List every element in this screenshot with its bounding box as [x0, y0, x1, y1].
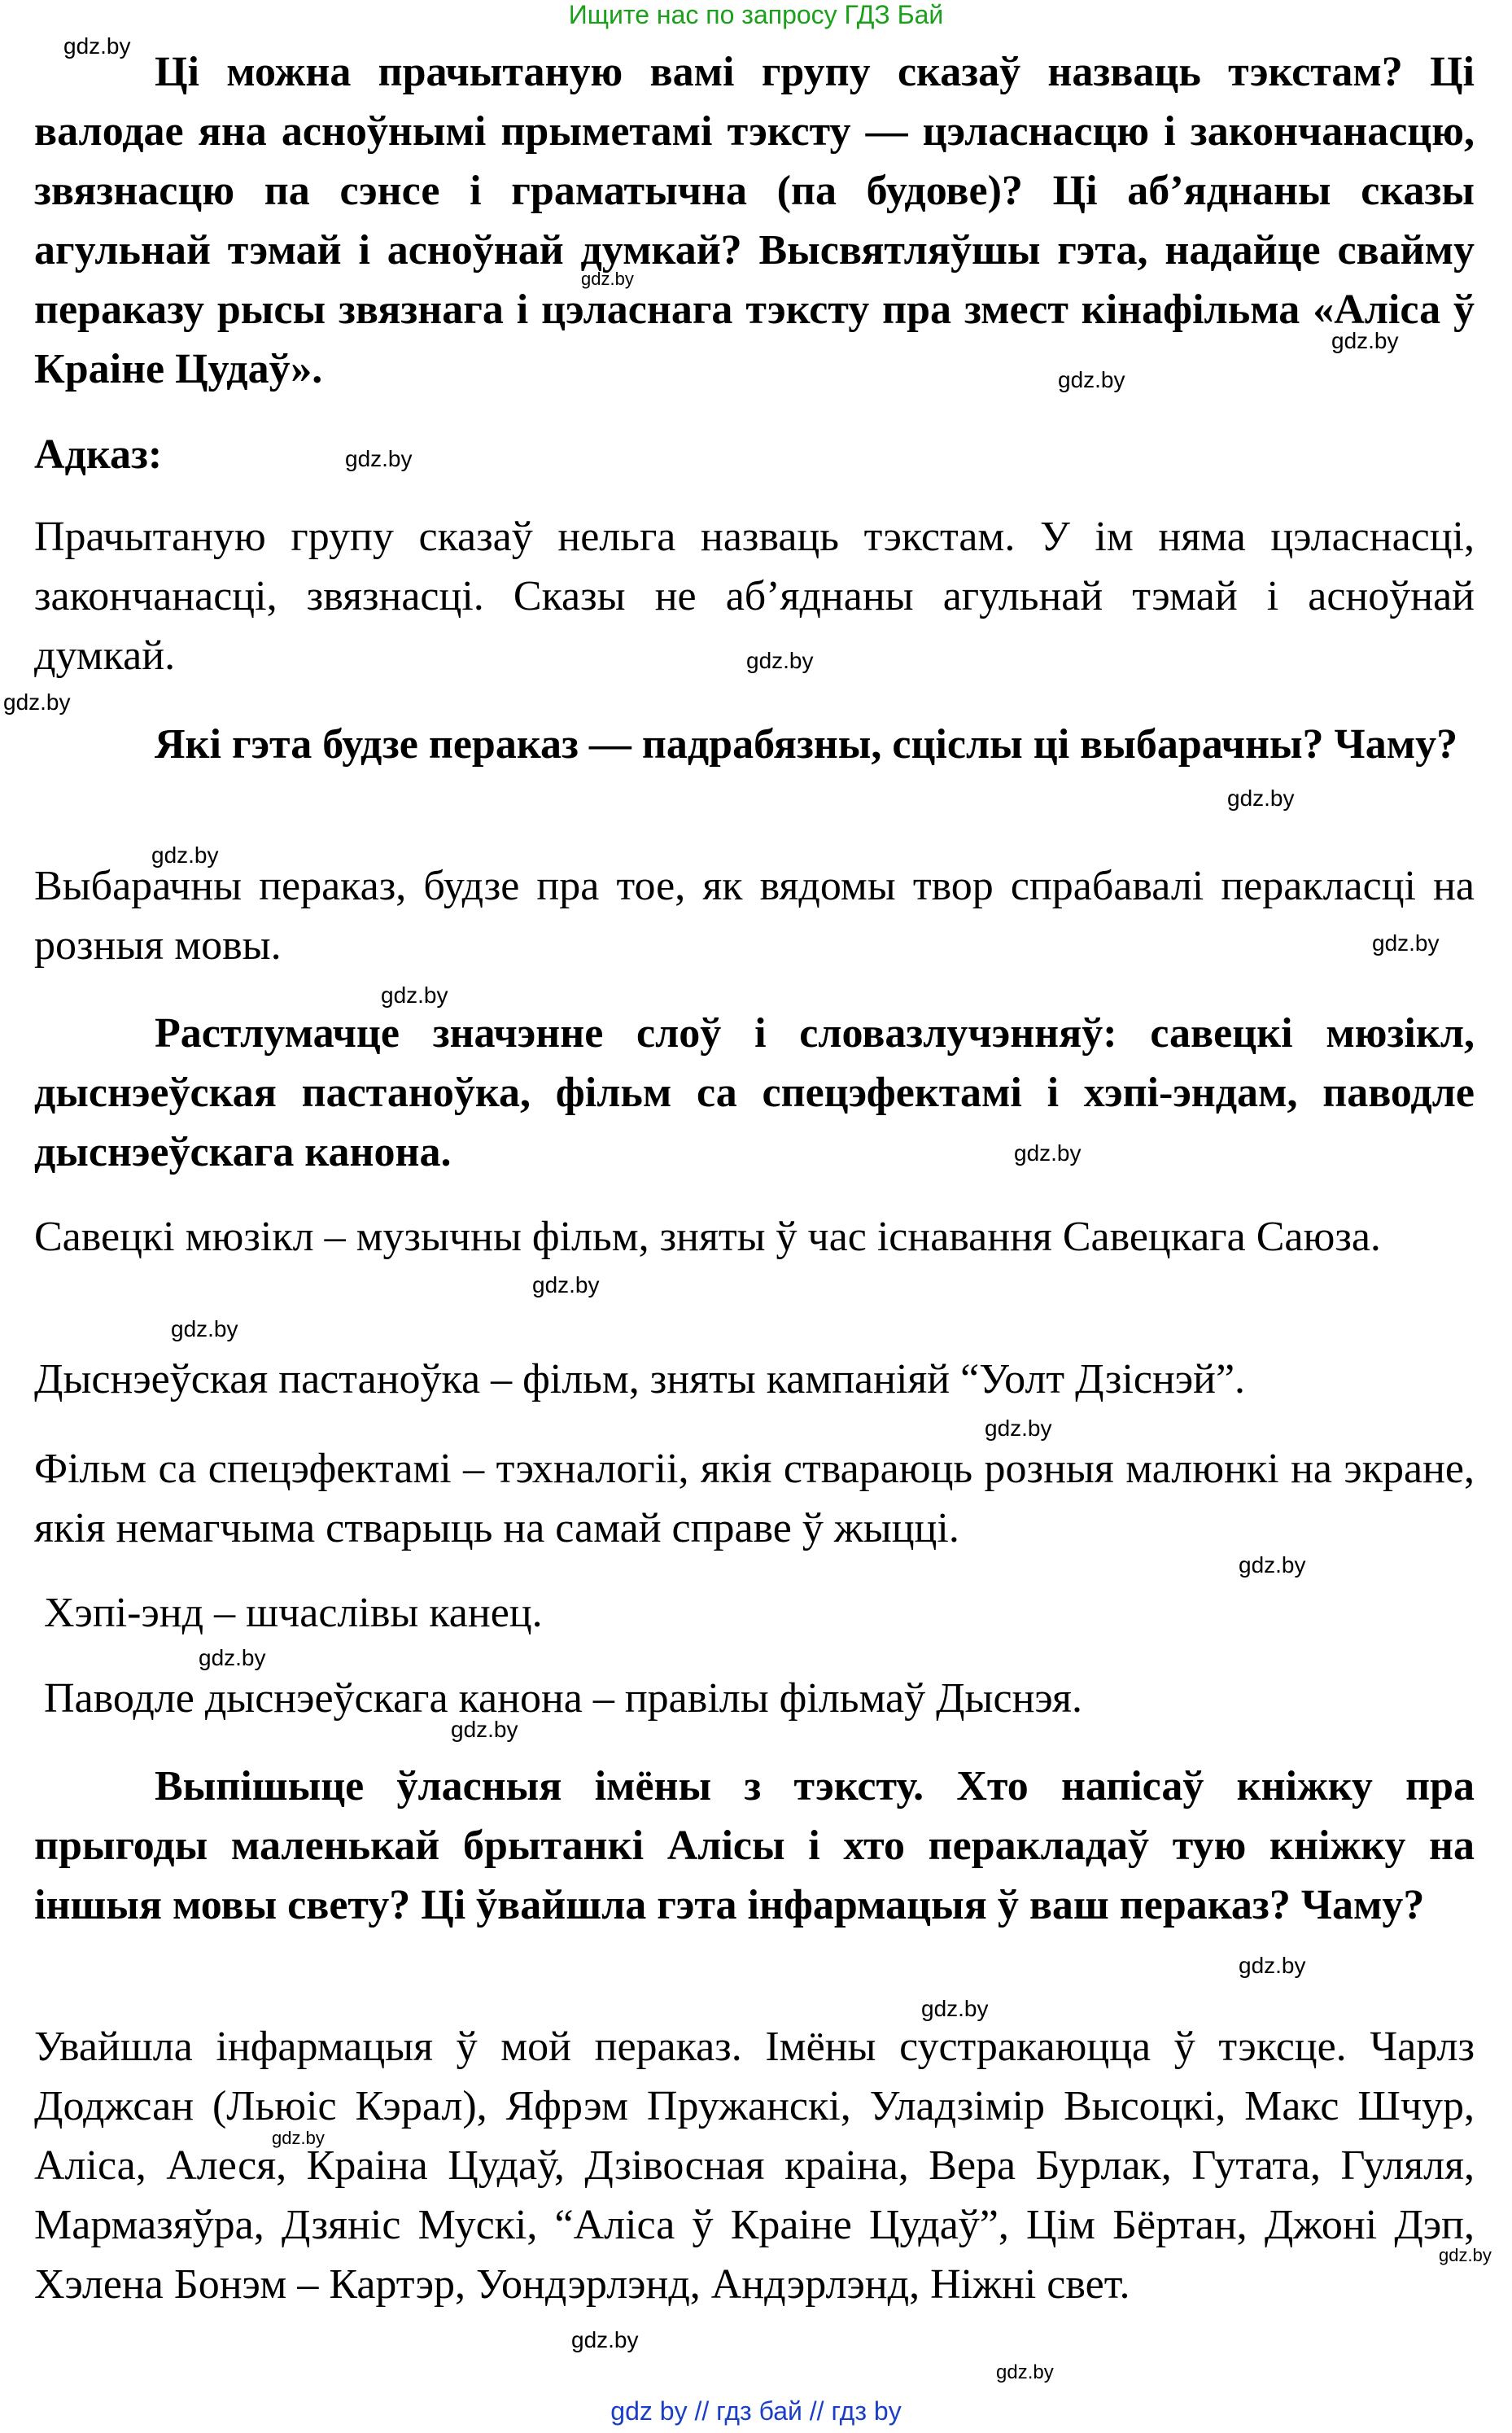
watermark: gdz.by: [1239, 1953, 1306, 1978]
watermark: gdz.by: [985, 1416, 1052, 1441]
watermark: gdz.by: [996, 2361, 1054, 2383]
watermark: gdz.by: [1058, 367, 1125, 392]
watermark: gdz.by: [1372, 930, 1440, 956]
answer-3-happyend: Хэпі-энд – шчаслівы канец.: [44, 1590, 543, 1636]
watermark: gdz.by: [171, 1316, 238, 1341]
question-3: Растлумачце значэнне слоў і словазлучэнняў: савецкі мюзікл, дыснэеўская пастаноўка, фільм са спецэфектамі і хэпі-эндам, паводле дыснэеўскага канона.: [34, 1010, 1475, 1175]
watermark: gdz.by: [1227, 785, 1295, 811]
answer-4: Увайшла інфармацыя ў мой пераказ. Імёны сустракаюцца ў тэксце. Чарлз Доджсан (Льюіс Кэрал), Яфрэм Пружанскі, Уладзімір Высоцкі, Макс Шчур, Аліса, Алеся, Краіна Цудаў, Дзівосная краіна, Вера Бурлак, Гутата, Гуляля, Мармазяўра, Дзяніс Мускі, “Аліса ў Краіне Цудаў”, Цім Бёртан, Джоні Дэп, Хэлена Бонэм – Картэр, Уондэрлэнд, Андэрлэнд, Ніжні свет.: [34, 2024, 1475, 2308]
watermark: gdz.by: [345, 446, 413, 471]
watermark: gdz.by: [199, 1645, 266, 1670]
answer-label: Адказ:: [34, 431, 163, 478]
answer-3-musical: Савецкі мюзікл – музычны фільм, зняты ў час існавання Савецкага Саюза.: [34, 1214, 1381, 1260]
watermark: gdz.by: [272, 2128, 325, 2148]
answer-3-effects: Фільм са спецэфектамі – тэхналогіі, якія ствараюць розныя малюнкі на экране, якія немагчыма стварыць на самай справе ў жыцці.: [34, 1446, 1475, 1551]
watermark: gdz.by: [381, 982, 448, 1008]
top-banner[interactable]: Ищите нас по запросу ГДЗ Бай: [568, 0, 944, 29]
answer-3-canon: Паводле дыснэеўскага канона – правілы фільмаў Дыснэя.: [44, 1675, 1082, 1722]
watermark: gdz.by: [151, 842, 219, 868]
watermark: gdz.by: [746, 648, 814, 673]
watermark: gdz.by: [1331, 328, 1399, 353]
watermark: gdz.by: [1014, 1140, 1082, 1166]
answer-1: Прачытаную групу сказаў нельга назваць тэкстам. У ім няма цэласнасці, закончанасці, звязнасці. Сказы не аб’яднаны агульнай тэмай і асноўнай думкай.: [34, 514, 1475, 679]
bottom-footer[interactable]: gdz by // гдз бай // гдз by: [610, 2396, 902, 2426]
watermark: gdz.by: [3, 689, 71, 715]
answer-3-disney: Дыснэеўская пастаноўка – фільм, зняты кампаніяй “Уолт Дзіснэй”.: [34, 1356, 1246, 1402]
watermark: gdz.by: [581, 269, 634, 289]
watermark: gdz.by: [63, 33, 131, 59]
watermark: gdz.by: [532, 1272, 600, 1297]
question-2: Які гэта будзе пераказ — падрабязны, сціслы ці выбарачны? Чаму?: [155, 721, 1458, 768]
watermark: gdz.by: [1239, 1552, 1306, 1578]
question-4: Выпішыце ўласныя імёны з тэксту. Хто напісаў кніжку пра прыгоды маленькай брытанкі Алісы і хто перакладаў тую кніжку на іншыя мовы свету? Ці ўвайшла гэта інфармацыя ў ваш пераказ? Чаму?: [34, 1763, 1475, 1928]
watermark: gdz.by: [921, 1996, 989, 2021]
watermark: gdz.by: [1439, 2245, 1492, 2265]
watermark: gdz.by: [571, 2327, 639, 2352]
answer-2: Выбарачны пераказ, будзе пра тое, як вядомы твор спрабавалі перакласці на розныя мовы.: [34, 863, 1475, 969]
watermark: gdz.by: [451, 1717, 518, 1742]
question-1: Ці можна прачытаную вамі групу сказаў назваць тэкстам? Ці валодае яна асноўнымі прыметамі тэксту — цэласнасцю і закончанасцю, звязнасцю па сэнсе і граматычна (па будове)? Ці аб’яднаны сказы агульнай тэмай і асноўнай думкай? Высвятляўшы гэта, надайце свайму пераказу рысы звязнага і цэласнага тэксту пра змест кінафільма «Аліса ў Краіне Цудаў».: [34, 49, 1475, 392]
